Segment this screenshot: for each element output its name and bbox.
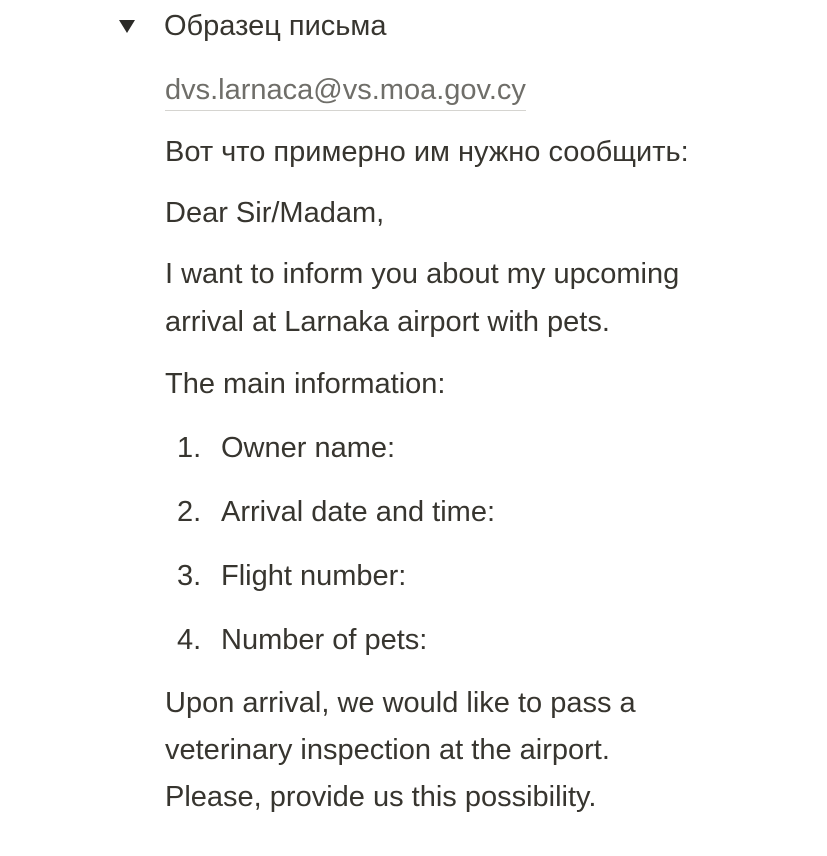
- greeting-text: Dear Sir/Madam,: [165, 197, 385, 229]
- toggle-title: Образец письма: [164, 10, 387, 42]
- closing-line: Please, provide us this possibility.: [165, 781, 597, 813]
- list-item: [165, 488, 805, 552]
- triangle-down-icon[interactable]: [118, 6, 154, 46]
- closing-line: Upon arrival, we would like to pass a: [165, 687, 636, 719]
- list-item: [165, 616, 805, 680]
- list-number: 4.: [177, 624, 202, 656]
- toggle-content: [165, 66, 805, 821]
- list-item-text: Flight number:: [221, 560, 407, 592]
- body-line: arrival at Larnaka airport with pets.: [165, 306, 610, 338]
- list-item-text: Arrival date and time:: [221, 496, 496, 528]
- list-item-text: Owner name:: [221, 432, 396, 464]
- body-line: I want to inform you about my upcoming: [165, 258, 680, 290]
- body-paragraph: [165, 250, 805, 346]
- list-number: 2.: [177, 496, 202, 528]
- toggle-block-header[interactable]: [118, 6, 386, 46]
- numbered-list: [165, 424, 805, 680]
- closing-line: veterinary inspection at the airport.: [165, 734, 610, 766]
- main-info-text: The main information:: [165, 368, 446, 400]
- closing-paragraph: [165, 680, 805, 821]
- email-link[interactable]: dvs.larnaca@vs.moa.gov.cy: [165, 70, 526, 111]
- list-number: 3.: [177, 560, 202, 592]
- intro-text: Вот что примерно им нужно сообщить:: [165, 136, 689, 168]
- list-item: [165, 424, 805, 488]
- list-number: 1.: [177, 432, 202, 464]
- list-item-text: Number of pets:: [221, 624, 428, 656]
- list-item: [165, 552, 805, 616]
